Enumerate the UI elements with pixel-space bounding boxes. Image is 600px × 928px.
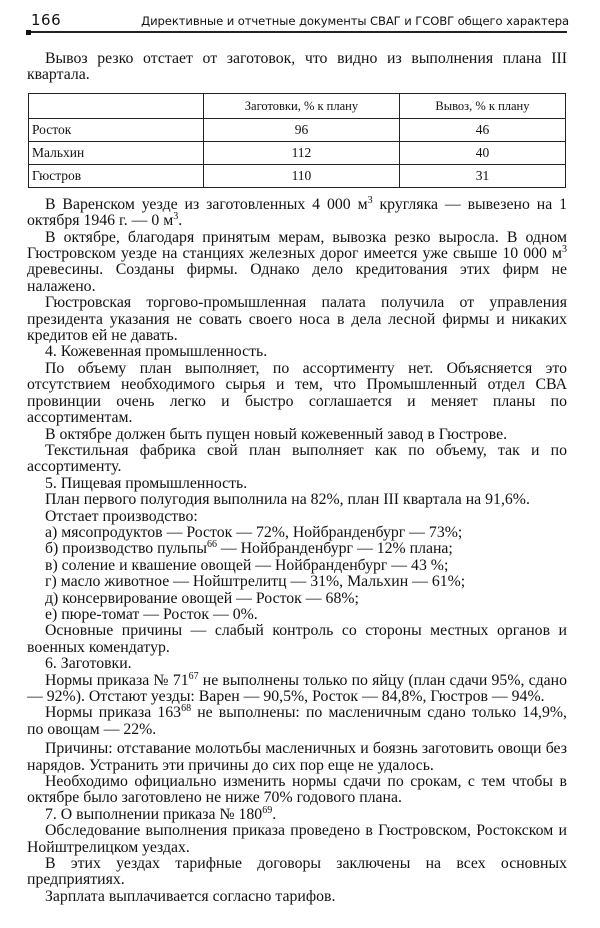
table-row bbox=[29, 141, 566, 164]
row-vyvoz: 31 bbox=[399, 164, 565, 187]
row-zagotovki: 112 bbox=[204, 141, 400, 164]
footnote-ref: 69 bbox=[262, 804, 273, 816]
section-heading-5: 5. Пищевая промышленность. bbox=[45, 474, 248, 492]
paragraph-causes: Причины: отставание молотьбы масленичных и боязнь заготовить овощи без нарядов. Устранить эти причины до сих пор еще не удалось. bbox=[27, 740, 567, 774]
paragraph-salary: Зарплата выплачивается согласно тарифов. bbox=[45, 887, 336, 905]
data-table bbox=[28, 93, 566, 188]
list-item: е) пюре-томат — Росток — 0%. bbox=[45, 605, 258, 623]
table-header-vyvoz: Вывоз, % к плану bbox=[399, 93, 565, 118]
list-item: г) масло животное — Нойштрелитц — 31%, Мальхин — 61%; bbox=[45, 573, 466, 591]
running-head bbox=[27, 9, 567, 33]
list-item: в) соление и квашение овощей — Нойбранденбург — 43 %; bbox=[45, 556, 449, 574]
list-item: б) производство пульпы$^{66}$ — Нойбранденбург — 12% плана; bbox=[45, 539, 453, 558]
row-name: Мальхин bbox=[29, 141, 204, 164]
paragraph-order-163: Нормы приказа $163^{68}$ не выполнены: по масленичным сдано только 14,9%, по овощам — 22%. bbox=[27, 703, 567, 738]
page-body bbox=[27, 51, 567, 905]
page-number: 166 bbox=[31, 11, 62, 29]
footnote-ref: 68 bbox=[181, 703, 192, 715]
paragraph-tariffs: В этих уездах тарифные договоры заключены на всех основных предприятиях. bbox=[27, 855, 567, 889]
table-row bbox=[29, 164, 566, 187]
row-zagotovki: 96 bbox=[204, 118, 400, 141]
section-heading-7: 7. О выполнении приказа № $180^{69}$. bbox=[45, 804, 277, 823]
running-title: Директивные и отчетные документы СВАГ и ГСОВГ общего характера bbox=[141, 14, 569, 28]
list-item: а) мясопродуктов — Росток — 72%, Нойбранденбург — 73%; bbox=[45, 523, 463, 541]
paragraph-survey: Обследование выполнения приказа проведено в Гюстровском, Ростокском и Нойштрелицком уездах. bbox=[27, 822, 567, 856]
list-item: д) консервирование овощей — Росток — 68%; bbox=[45, 589, 359, 607]
lagging-list bbox=[27, 525, 567, 623]
row-zagotovki: 110 bbox=[204, 164, 400, 187]
paragraph-lagging: Отстает производство: bbox=[45, 507, 198, 525]
paragraph-textile: Текстильная фабрика свой план выполняет как по объему, так и по ассортименту. bbox=[27, 441, 567, 476]
paragraph-new-plant: В октябре должен быть пущен новый кожевенный завод в Гюстрове. bbox=[45, 425, 508, 443]
paragraph-leather: По объему план выполняет, по ассортименту нет. Объясняется это отсутствием необходимого сырья и тем, что Промышленный отдел СВА провинции очень легко и быстро соглашается и меняет планы по ассортиментам. bbox=[27, 359, 567, 427]
paragraph-varen: В Варенском уезде из заготовленных 4 000 $м^3$ кругляка — вывезено на 1 октября 1946 г. — 0 $м^3$. bbox=[27, 194, 568, 230]
footnote-ref: 66 bbox=[206, 539, 217, 551]
section-heading-6: 6. Заготовки. bbox=[45, 655, 132, 673]
row-name: Росток bbox=[29, 118, 204, 141]
table-header-row bbox=[29, 93, 566, 118]
row-vyvoz: 46 bbox=[399, 118, 565, 141]
paragraph-reasons: Основные причины — слабый контроль со стороны местных органов и военных комендатур. bbox=[27, 622, 567, 656]
row-name: Гюстров bbox=[29, 164, 204, 187]
row-vyvoz: 40 bbox=[399, 141, 565, 164]
table-row bbox=[29, 118, 566, 141]
superscript: 3 bbox=[367, 194, 373, 206]
paragraph-order-71: Нормы приказа № $71^{67}$ не выполнены только по яйцу (план сдачи 95%, сдано — 92%). Отстают уезды: Варен — 90,5%, Росток — 84,8%, Гюстров — 94%. bbox=[27, 670, 567, 705]
superscript: 3 bbox=[562, 244, 567, 256]
table-header-zagotovki: Заготовки, % к плану bbox=[204, 93, 400, 118]
rule-marker bbox=[26, 30, 31, 35]
superscript: 3 bbox=[173, 211, 179, 223]
section-heading-4: 4. Кожевенная промышленность. bbox=[45, 343, 268, 361]
footnote-ref: 67 bbox=[188, 670, 199, 682]
paragraph-necessity: Необходимо официально изменить нормы сдачи по срокам, с тем чтобы в октябре было заготовлено не ниже 70% годового плана. bbox=[27, 773, 567, 807]
paragraph-food-plan: План первого полугодия выполнила на 82%, план III квартала на 91,6%. bbox=[45, 491, 530, 509]
paragraph-october: В октябре, благодаря принятым мерам, вывозка резко выросла. В одном Гюстровском уезде на станциях железных дорог имеется уже свыше 10 000 $м^3$ древесины. Созданы фирмы. Однако дело кредитования этих фирм не налажено. bbox=[27, 228, 567, 295]
table-header-blank bbox=[29, 93, 204, 118]
paragraph-chamber: Гюстровская торгово-промышленная палата получила от управления президента указания не совать своего носа в дела лесной фирмы и никаких кредитов ей не давать. bbox=[27, 294, 567, 345]
intro-paragraph: Вывоз резко отстает от заготовок, что видно из выполнения плана III квартала. bbox=[27, 50, 567, 84]
